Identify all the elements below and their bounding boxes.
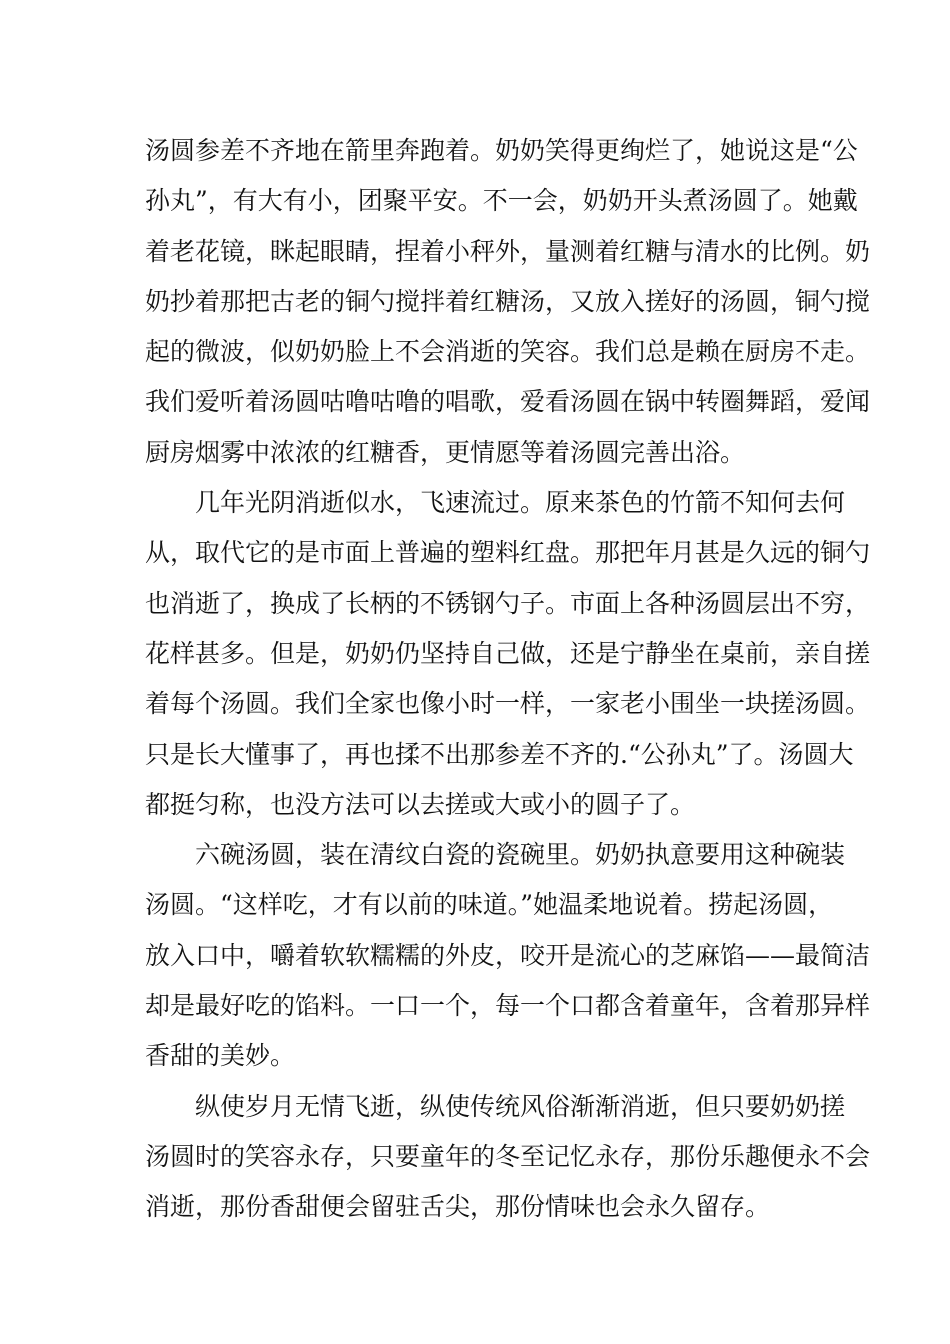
text-line: 却是最好吃的馅料。一口一个，每一个口都含着童年，含着那异样 (145, 991, 871, 1021)
text-line: 我们爱听着汤圆咕噜咕噜的唱歌，爱看汤圆在锅中转圈舞蹈，爱闻 (145, 387, 871, 417)
text-line: 花样甚多。但是，奶奶仍坚持自己做，还是宁静坐在桌前，亲自搓 (145, 638, 871, 668)
text-line: 汤圆时的笑容永存，只要童年的冬至记忆永存，那份乐趣便永不会 (145, 1141, 871, 1171)
text-line: 只是长大懂事了，再也揉不出那参差不齐的.“公孙丸”了。汤圆大 (145, 739, 854, 769)
text-line: 几年光阴消逝似水，飞速流过。原来茶色的竹箭不知何去何 (145, 488, 846, 518)
text-line: 奶抄着那把古老的铜勺搅拌着红糖汤，又放入搓好的汤圆，铜勺搅 (145, 286, 871, 316)
text-line: 纵使岁月无情飞逝，纵使传统风俗渐渐消逝，但只要奶奶搓 (145, 1091, 846, 1121)
text-line: 放入口中，嚼着软软糯糯的外皮，咬开是流心的芝麻馅——最简洁 (145, 940, 871, 970)
text-line: 六碗汤圆，装在清纹白瓷的瓷碗里。奶奶执意要用这种碗装 (145, 840, 846, 870)
paragraph-4 (145, 1082, 871, 1233)
text-line: 着老花镜，眯起眼睛，捏着小秤外，量测着红糖与清水的比例。奶 (145, 236, 871, 266)
text-line: 着每个汤圆。我们全家也像小时一样，一家老小围坐一块搓汤圆。 (145, 689, 871, 719)
text-line: 从，取代它的是市面上普遍的塑料红盘。那把年月甚是久远的铜勺 (145, 538, 871, 568)
text-line: 起的微波，似奶奶脸上不会消逝的笑容。我们总是赖在厨房不走。 (145, 337, 871, 367)
text-line: 消逝，那份香甜便会留驻舌尖，那份情味也会永久留存。 (145, 1192, 771, 1222)
text-line: 厨房烟雾中浓浓的红糖香，更情愿等着汤圆完善出浴。 (145, 437, 746, 467)
text-line: 汤圆。“这样吃，才有以前的味道。”她温柔地说着。捞起汤圆， (145, 890, 834, 920)
text-line: 都挺匀称，也没方法可以去搓或大或小的圆子了。 (145, 789, 696, 819)
paragraph-1 (145, 126, 871, 478)
text-line: 孙丸”，有大有小，团聚平安。不一会，奶奶开头煮汤圆了。她戴 (145, 186, 858, 216)
text-line: 汤圆参差不齐地在箭里奔跑着。奶奶笑得更绚烂了，她说这是“公 (145, 136, 858, 165)
document-body (145, 126, 871, 1233)
paragraph-2 (145, 478, 871, 830)
text-line: 也消逝了，换成了长柄的不锈钢勺子。市面上各种汤圆层出不穷， (145, 588, 871, 618)
text-line: 香甜的美妙。 (145, 1041, 296, 1071)
paragraph-3 (145, 830, 871, 1081)
